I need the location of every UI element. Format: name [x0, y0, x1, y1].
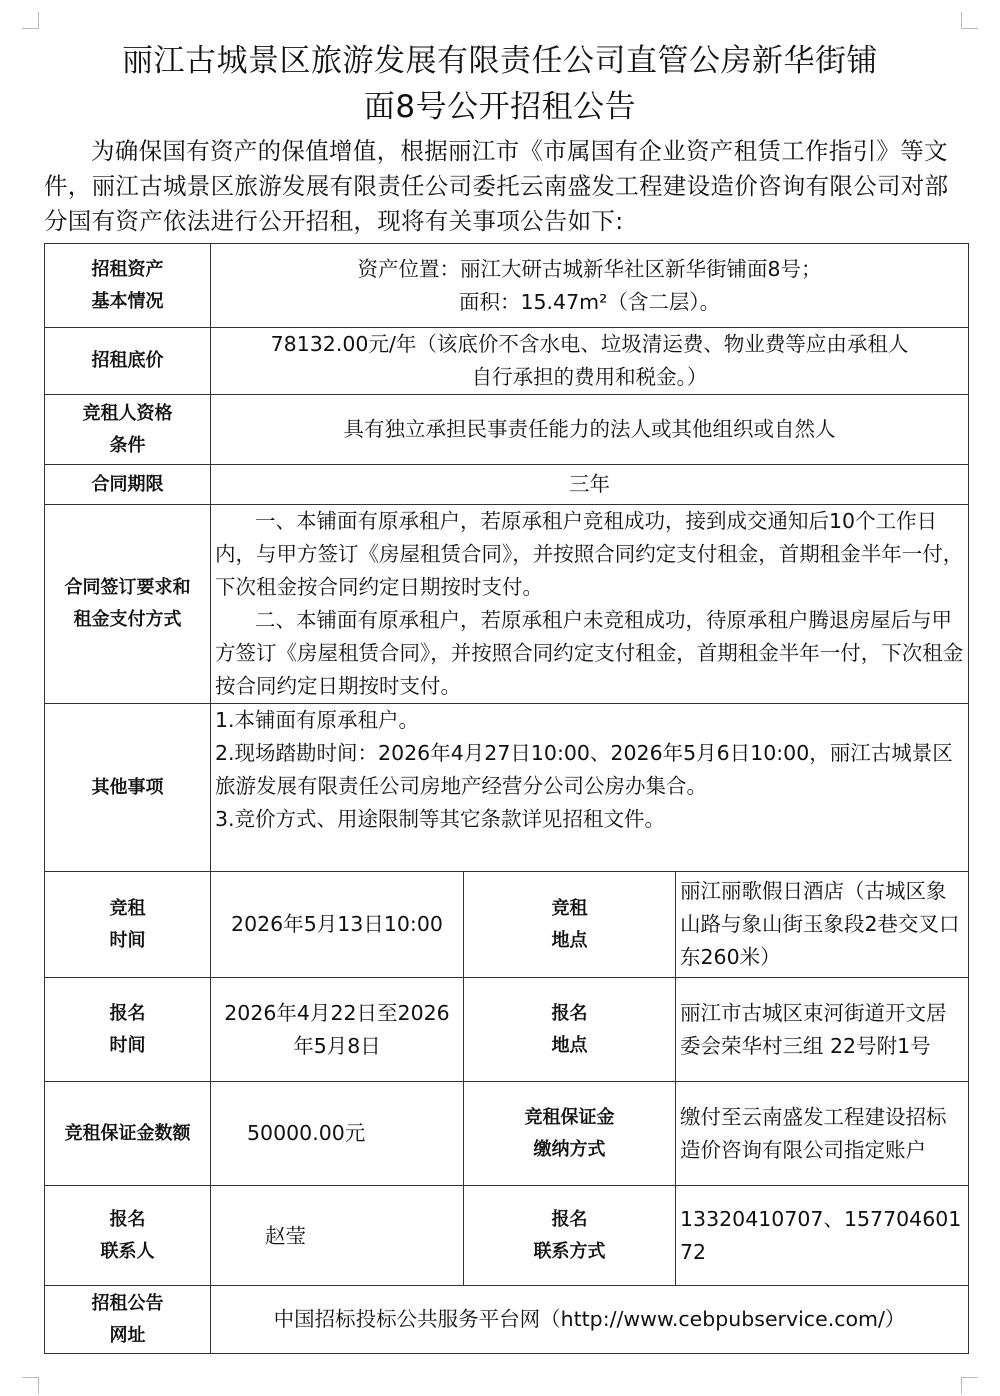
row-other [45, 704, 969, 872]
value-base-price: 78132.00元/年（该底价不含水电、垃圾清运费、物业费等应由承租人 自行承担的费用和税金。） [211, 328, 969, 395]
row-contact [45, 1186, 969, 1286]
label-bid-place: 竞租 地点 [464, 872, 676, 978]
label-term: 合同期限 [45, 465, 211, 505]
label-contact-person: 报名 联系人 [45, 1186, 211, 1286]
value-contract [211, 505, 969, 704]
intro-paragraph: 为确保国有资产的保值增值，根据丽江市《市属国有企业资产租赁工作指引》等文件，丽江古城景区旅游发展有限责任公司委托云南盛发工程建设造价咨询有限公司对部分国有资产依法进行公开招租，现将有关事项公告如下: [44, 137, 949, 235]
label-asset: 招租资产 基本情况 [45, 244, 211, 328]
value-website: 中国招标投标公共服务平台网（http://www.cebpubservice.com/） [211, 1286, 969, 1354]
row-signup [45, 978, 969, 1082]
value-contact-phone: 13320410707、15770460172 [676, 1186, 969, 1286]
row-bid [45, 872, 969, 978]
crop-mark-top-right [961, 12, 978, 29]
page-title [40, 38, 960, 130]
notice-table [44, 243, 969, 1354]
other-item-1: 1.本铺面有原承租户。 [215, 708, 420, 732]
title-line-1: 丽江古城景区旅游发展有限责任公司直管公房新华街铺 [122, 43, 878, 79]
value-deposit-amount: 50000.00元 [211, 1082, 464, 1186]
value-term: 三年 [211, 465, 969, 505]
value-bid-place: 丽江丽歌假日酒店（古城区象山路与象山街玉象段2巷交叉口东260米） [676, 872, 969, 978]
value-signup-place: 丽江市古城区束河街道开文居委会荣华村三组 22号附1号 [676, 978, 969, 1082]
label-other: 其他事项 [45, 704, 211, 872]
value-signup-time: 2026年4月22日至2026年5月8日 [211, 978, 464, 1082]
crop-mark-top-left [22, 12, 39, 29]
value-asset: 资产位置：丽江大研古城新华社区新华街铺面8号； 面积：15.47m²（含二层）。 [211, 244, 969, 328]
label-website: 招租公告 网址 [45, 1286, 211, 1354]
other-item-3: 3.竞价方式、用途限制等其它条款详见招租文件。 [215, 807, 666, 831]
label-signup-time: 报名 时间 [45, 978, 211, 1082]
value-bid-time: 2026年5月13日10:00 [211, 872, 464, 978]
other-item-2: 2.现场踏勘时间：2026年4月27日10:00、2026年5月6日10:00，丽江古城景区旅游发展有限责任公司房地产经营分公司公房办集合。 [215, 741, 953, 798]
row-asset [45, 244, 969, 328]
title-line-2: 面8号公开招租公告 [363, 89, 637, 125]
contract-clause-1: 一、本铺面有原承租户，若原承租户竞租成功，接到成交通知后10个工作日内，与甲方签订《房屋租赁合同》，并按照合同约定支付租金，首期租金半年一付，下次租金按合同约定日期按时支付。 [215, 509, 964, 599]
crop-mark-bottom-right [961, 1377, 978, 1394]
contract-clause-2: 二、本铺面有原承租户，若原承租户未竞租成功，待原承租户腾退房屋后与甲方签订《房屋租赁合同》，并按照合同约定支付租金，首期租金半年一付，下次租金按合同约定日期按时支付。 [215, 608, 964, 698]
label-deposit-amount: 竞租保证金数额 [45, 1082, 211, 1186]
row-contract [45, 505, 969, 704]
label-bid-time: 竞租 时间 [45, 872, 211, 978]
row-website [45, 1286, 969, 1354]
label-qualification: 竞租人资格 条件 [45, 395, 211, 465]
label-contact-phone: 报名 联系方式 [464, 1186, 676, 1286]
row-base-price [45, 328, 969, 395]
value-qualification: 具有独立承担民事责任能力的法人或其他组织或自然人 [211, 395, 969, 465]
label-base-price: 招租底价 [45, 328, 211, 395]
label-contract: 合同签订要求和 租金支付方式 [45, 505, 211, 704]
value-other [211, 704, 969, 872]
row-term [45, 465, 969, 505]
value-contact-person: 赵莹 [211, 1186, 464, 1286]
row-qualification [45, 395, 969, 465]
crop-mark-bottom-left [22, 1377, 39, 1394]
value-deposit-method: 缴付至云南盛发工程建设招标造价咨询有限公司指定账户 [676, 1082, 969, 1186]
label-deposit-method: 竞租保证金 缴纳方式 [464, 1082, 676, 1186]
label-signup-place: 报名 地点 [464, 978, 676, 1082]
row-deposit [45, 1082, 969, 1186]
